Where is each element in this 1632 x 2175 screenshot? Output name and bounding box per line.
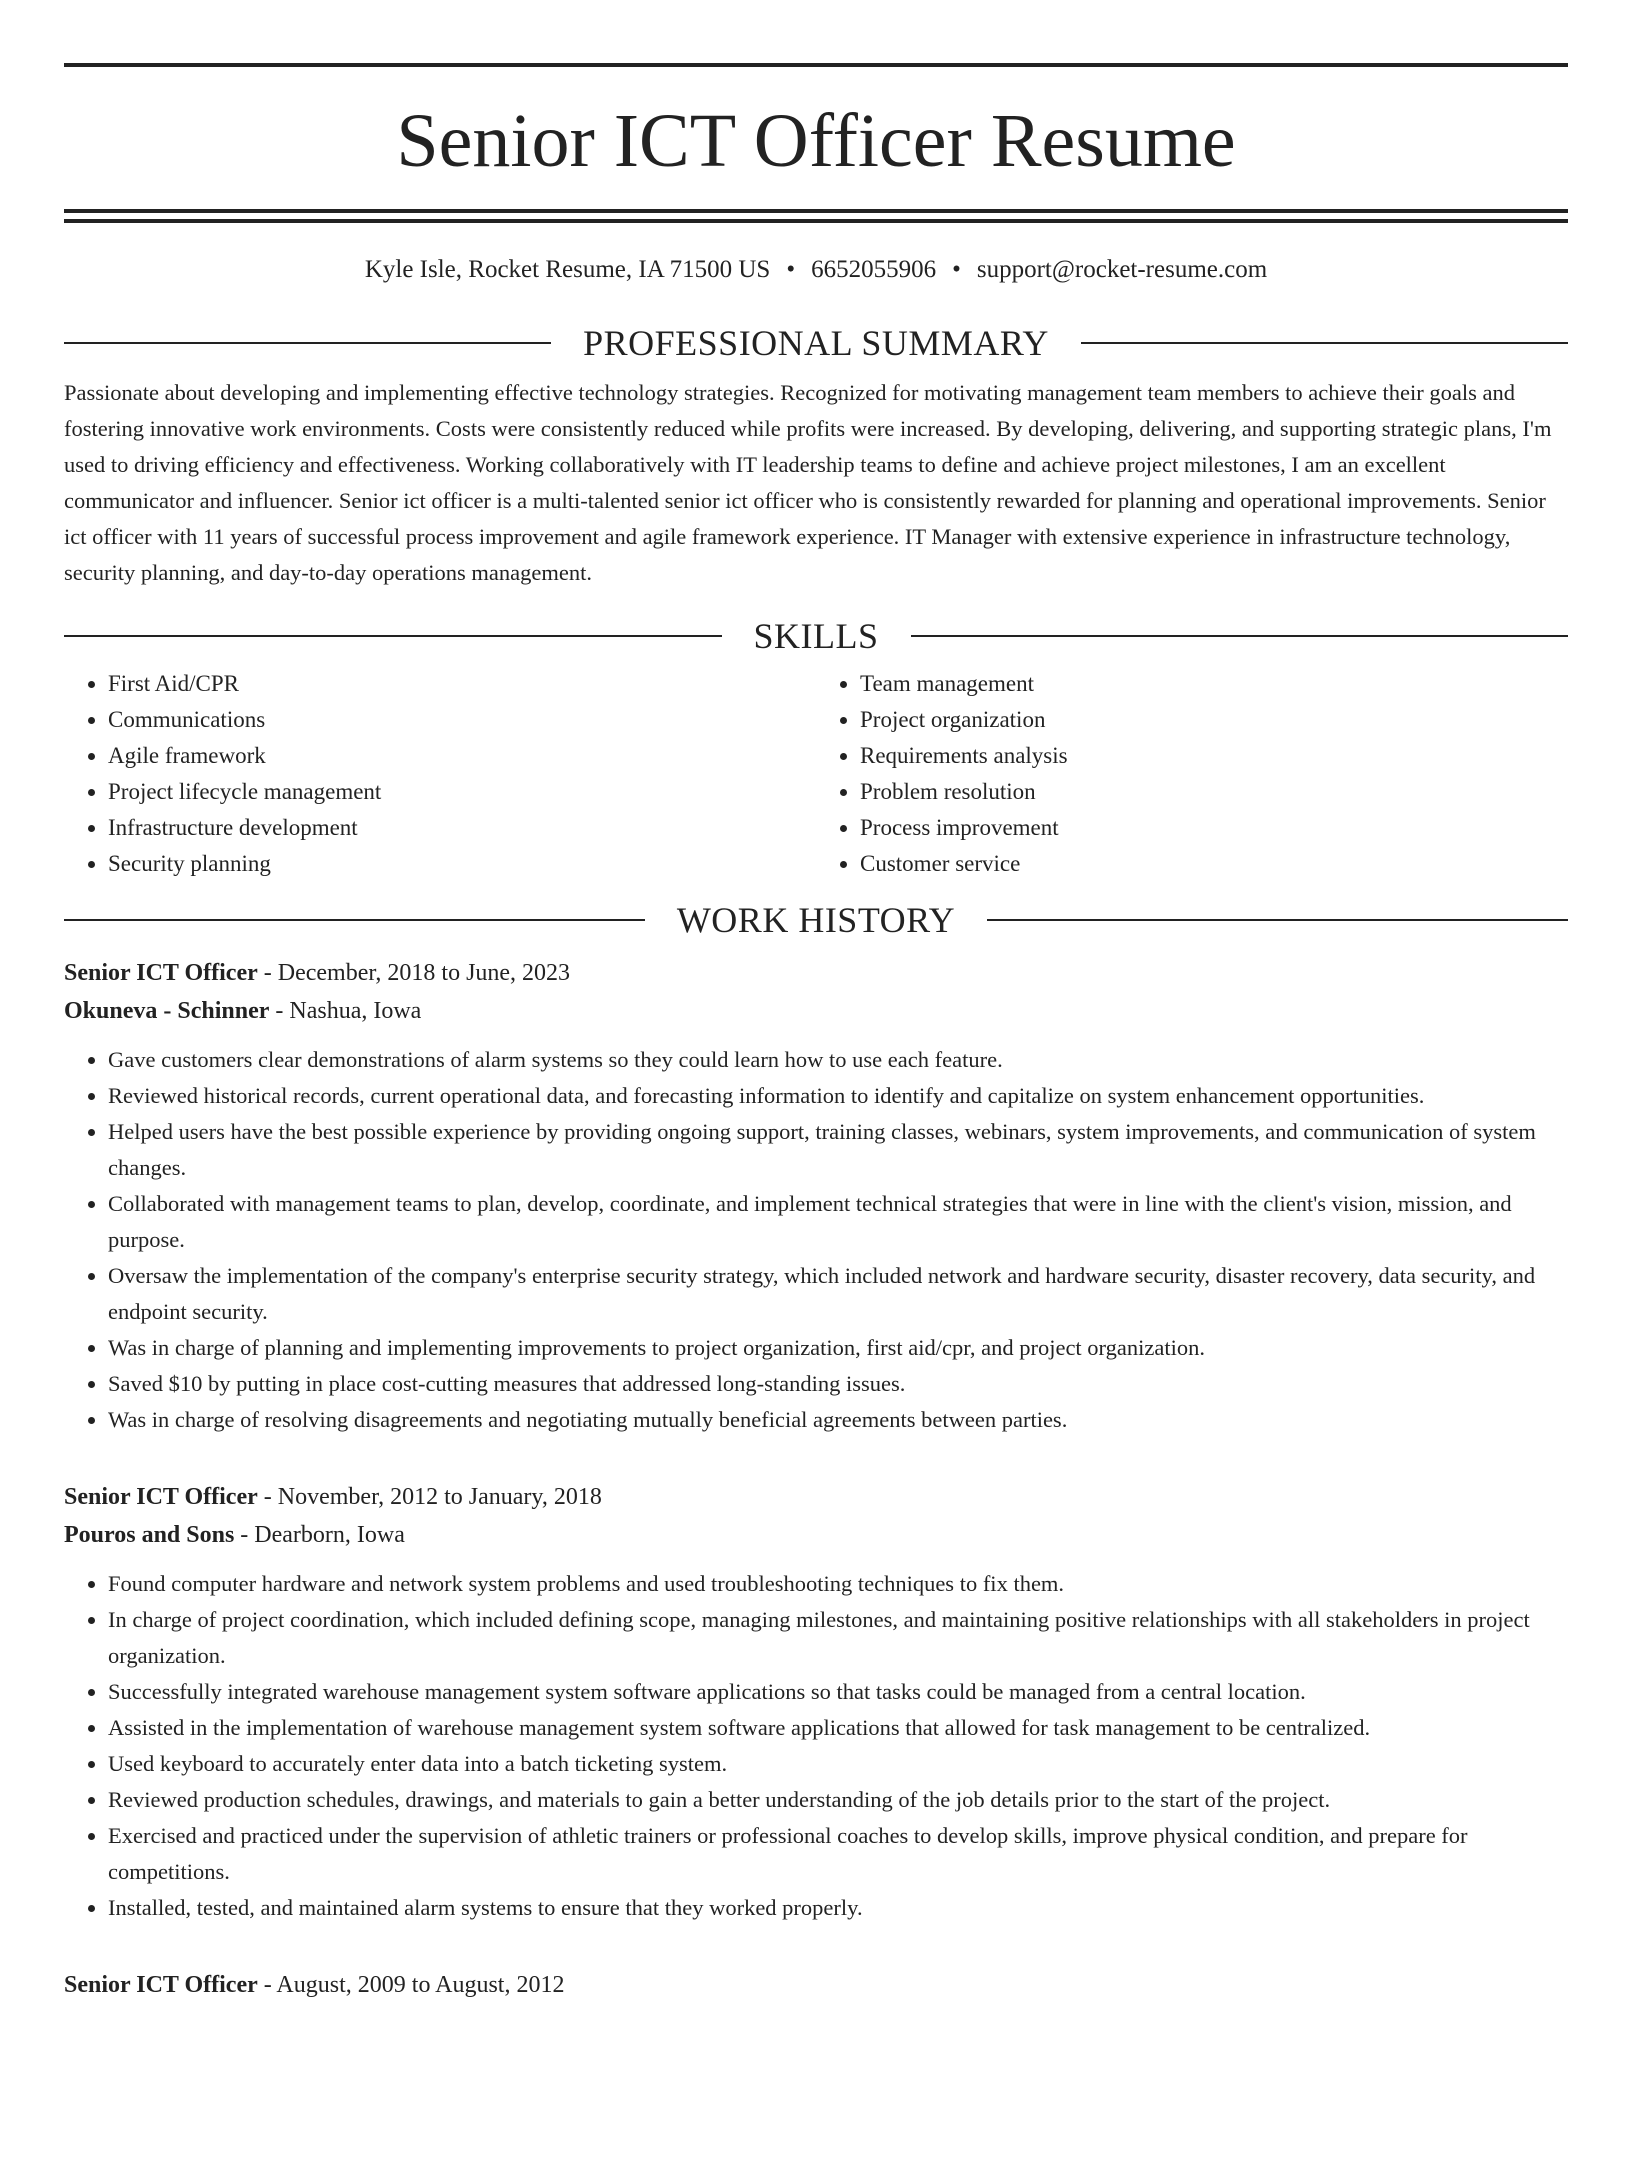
job-dates: - August, 2009 to August, 2012 — [257, 1971, 565, 1998]
job-duty: • Assisted in the implementation of warehouse management system software applications that allowed for task management to be centralized. — [108, 1710, 1568, 1746]
job-duty: • Oversaw the implementation of the company's enterprise security strategy, which included network and hardware security, disaster recovery, data security, and endpoint security. — [108, 1258, 1568, 1330]
skill-item: • Security planning — [108, 846, 816, 882]
skills-column-right — [816, 666, 1568, 882]
job-company-line — [64, 992, 1568, 1030]
job-duty: • Was in charge of resolving disagreements and negotiating mutually beneficial agreements between parties. — [108, 1402, 1568, 1438]
contact-email: support@rocket-resume.com — [976, 256, 1268, 283]
section-rule — [987, 919, 1568, 921]
resume-page — [0, 63, 1632, 2175]
job-duty: • Exercised and practiced under the supervision of athletic trainers or professional coaches to develop skills, improve physical condition, and prepare for competitions. — [108, 1818, 1568, 1890]
job-dates: - December, 2018 to June, 2023 — [257, 959, 571, 986]
job-entry — [64, 1966, 1568, 2004]
job-title: Senior ICT Officer — [64, 1971, 258, 1998]
section-rule — [64, 342, 551, 344]
job-duties-list — [64, 1042, 1568, 1438]
skill-item: • Communications — [108, 702, 816, 738]
skill-item: • Process improvement — [860, 810, 1568, 846]
job-duty: • Installed, tested, and maintained alarm systems to ensure that they worked properly. — [108, 1890, 1568, 1926]
section-title-work: WORK HISTORY — [676, 899, 956, 940]
section-header-summary — [64, 321, 1568, 365]
job-duty: • Was in charge of planning and implementing improvements to project organization, first aid/cpr, and project organization. — [108, 1330, 1568, 1366]
job-company-line — [64, 1516, 1568, 1554]
skill-item: • Project organization — [860, 702, 1568, 738]
skill-item: • Project lifecycle management — [108, 774, 816, 810]
section-header-skills — [64, 614, 1568, 658]
job-location: - Dearborn, Iowa — [234, 1521, 405, 1548]
skills-column-left — [64, 666, 816, 882]
skill-item: • Team management — [860, 666, 1568, 702]
job-title-line — [64, 1966, 1568, 2004]
skill-item: • Customer service — [860, 846, 1568, 882]
title-double-rule — [64, 209, 1568, 223]
skill-item: • First Aid/CPR — [108, 666, 816, 702]
contact-phone: 6652055906 — [811, 256, 937, 283]
skill-item: • Infrastructure development — [108, 810, 816, 846]
job-entry — [64, 1478, 1568, 1926]
job-title-line — [64, 954, 1568, 992]
contact-address: Kyle Isle, Rocket Resume, IA 71500 US — [364, 256, 771, 283]
top-rule — [64, 63, 1568, 67]
job-duty: • Gave customers clear demonstrations of alarm systems so they could learn how to use each feature. — [108, 1042, 1568, 1078]
job-dates: - November, 2012 to January, 2018 — [257, 1483, 602, 1510]
contact-line — [64, 255, 1568, 285]
job-title-line — [64, 1478, 1568, 1516]
contact-separator: • — [952, 256, 961, 283]
section-rule — [1081, 342, 1568, 344]
job-duty: • Collaborated with management teams to plan, develop, coordinate, and implement technical strategies that were in line with the client's vision, mission, and purpose. — [108, 1186, 1568, 1258]
job-duty: • Used keyboard to accurately enter data into a batch ticketing system. — [108, 1746, 1568, 1782]
skill-item: • Problem resolution — [860, 774, 1568, 810]
section-header-work — [64, 898, 1568, 942]
job-title: Senior ICT Officer — [64, 959, 258, 986]
job-duty: • Helped users have the best possible experience by providing ongoing support, training classes, webinars, system improvements, and communication of system changes. — [108, 1114, 1568, 1186]
job-company: Pouros and Sons — [64, 1521, 235, 1548]
job-entry — [64, 954, 1568, 1438]
job-duties-list — [64, 1566, 1568, 1926]
job-duty: • Successfully integrated warehouse management system software applications so that tasks could be managed from a central location. — [108, 1674, 1568, 1710]
section-title-skills: SKILLS — [753, 615, 879, 656]
job-location: - Nashua, Iowa — [269, 997, 422, 1024]
professional-summary-text: Passionate about developing and implementing effective technology strategies. Recognized for motivating management team members to achieve their goals and fostering innovative work environments. Costs were consistently reduced while profits were increased. By developing, delivering, and supporting strategic plans, I'm used to driving efficiency and effectiveness. Working collaboratively with IT leadership teams to define and achieve project milestones, I am an excellent communicator and influencer. Senior ict officer is a multi-talented senior ict officer who is consistently rewarded for planning and operational improvements. Senior ict officer with 11 years of successful process improvement and agile framework experience. IT Manager with extensive experience in infrastructure technology, security planning, and day-to-day operations management. — [64, 380, 1552, 585]
skills-list — [64, 666, 1568, 882]
contact-separator: • — [786, 256, 796, 283]
section-title-summary: PROFESSIONAL SUMMARY — [583, 323, 1049, 363]
section-rule — [911, 635, 1569, 637]
job-duty: • Reviewed production schedules, drawings, and materials to gain a better understanding of the job details prior to the start of the project. — [108, 1782, 1568, 1818]
skill-item: • Agile framework — [108, 738, 816, 774]
job-duty: • In charge of project coordination, which included defining scope, managing milestones, and maintaining positive relationships with all stakeholders in project organization. — [108, 1602, 1568, 1674]
job-duty: • Found computer hardware and network system problems and used troubleshooting techniques to fix them. — [108, 1566, 1568, 1602]
job-title: Senior ICT Officer — [64, 1483, 258, 1510]
job-duty: • Reviewed historical records, current operational data, and forecasting information to identify and capitalize on system enhancement opportunities. — [108, 1078, 1568, 1114]
page-title: Senior ICT Officer Resume — [396, 99, 1236, 183]
job-duty: • Saved $10 by putting in place cost-cutting measures that addressed long-standing issues. — [108, 1366, 1568, 1402]
job-company: Okuneva - Schinner — [64, 997, 270, 1024]
section-rule — [64, 919, 645, 921]
skill-item: • Requirements analysis — [860, 738, 1568, 774]
section-rule — [64, 635, 722, 637]
